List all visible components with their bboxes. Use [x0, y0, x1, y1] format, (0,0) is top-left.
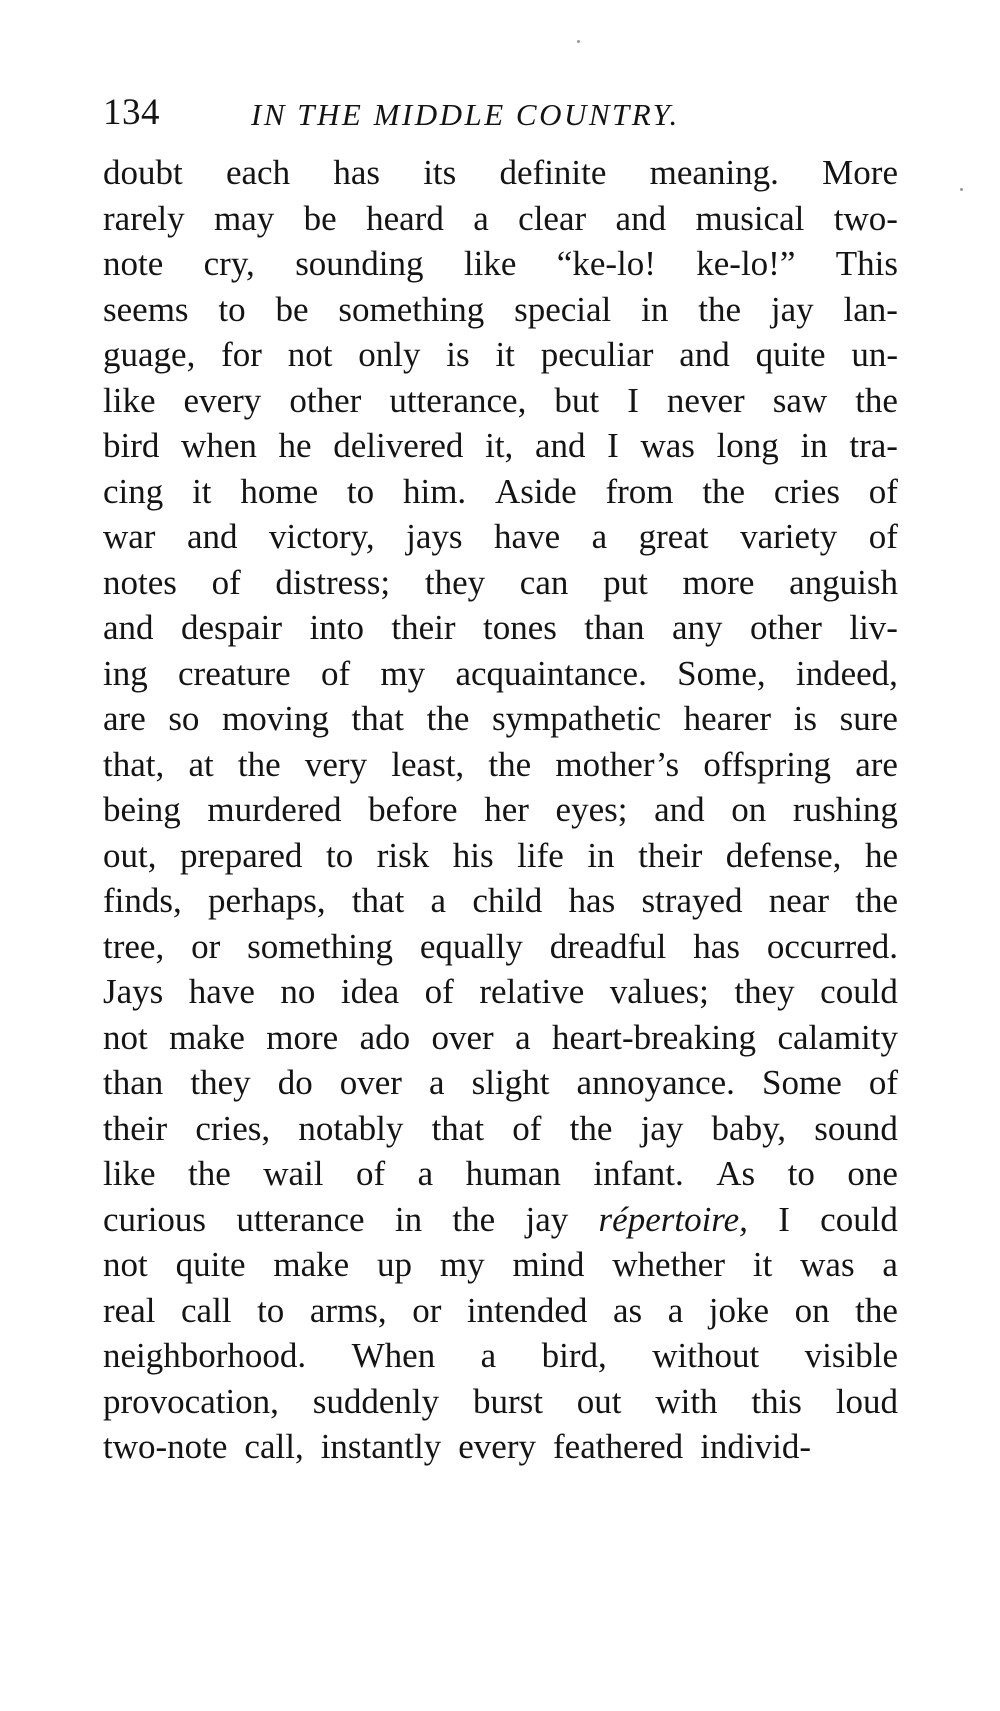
- word: liv-: [849, 608, 898, 647]
- word: tones: [482, 608, 557, 647]
- word: dreadful: [549, 926, 667, 966]
- word: long: [716, 426, 779, 465]
- word: cing: [103, 471, 164, 511]
- word: baby,: [711, 1108, 787, 1148]
- word: saw: [772, 380, 828, 420]
- word: special: [514, 289, 612, 329]
- word: a: [473, 198, 489, 238]
- word: instantly: [320, 1427, 442, 1466]
- word: indeed,: [795, 653, 898, 693]
- word: the: [702, 471, 746, 511]
- word: least,: [391, 744, 465, 784]
- word: and: [534, 426, 586, 465]
- word: it: [752, 1245, 773, 1284]
- text-line: [103, 1015, 898, 1061]
- word: perhaps,: [207, 881, 326, 920]
- word: home: [240, 471, 319, 511]
- word: more: [266, 1017, 339, 1057]
- word: whether: [612, 1245, 725, 1284]
- word: a: [429, 1063, 445, 1102]
- word: in: [800, 426, 828, 465]
- word: sound: [814, 1108, 898, 1148]
- word: it: [192, 471, 212, 511]
- word: make: [169, 1017, 245, 1057]
- word: risk: [376, 835, 430, 875]
- text-line: [103, 1197, 898, 1243]
- word: with: [655, 1381, 718, 1421]
- text-line: [103, 833, 898, 879]
- word: it,: [485, 426, 514, 465]
- word: doubt: [103, 153, 183, 192]
- word: or: [191, 926, 221, 966]
- word: Jays: [103, 972, 164, 1011]
- word: the: [855, 380, 898, 420]
- word: More: [822, 153, 898, 192]
- word: never: [666, 380, 745, 420]
- word: every: [458, 1427, 536, 1466]
- word: equally: [419, 926, 523, 966]
- word: every: [183, 380, 262, 420]
- word: call,: [244, 1427, 304, 1466]
- word: so: [168, 699, 200, 738]
- word: this: [751, 1381, 802, 1421]
- word: more: [682, 562, 755, 602]
- word: being: [103, 790, 181, 829]
- word: real: [103, 1290, 156, 1330]
- word: and: [679, 335, 730, 374]
- word: musical: [695, 198, 805, 238]
- text-line: [103, 1060, 898, 1106]
- word: its: [423, 153, 457, 192]
- word: for: [221, 335, 262, 374]
- word: a: [882, 1245, 898, 1284]
- text-line: [103, 651, 898, 697]
- word: curious: [103, 1199, 207, 1239]
- word: definite: [499, 153, 607, 192]
- word: When: [351, 1336, 436, 1375]
- word: each: [225, 153, 291, 192]
- word: heard: [366, 198, 444, 238]
- word: I: [627, 380, 639, 420]
- word: quite: [755, 335, 826, 374]
- word: other: [289, 380, 362, 420]
- word: distress;: [275, 562, 391, 602]
- word: sure: [839, 699, 898, 738]
- word: a: [417, 1154, 434, 1193]
- word: war: [103, 517, 156, 556]
- word: he: [278, 426, 312, 465]
- word: the: [187, 1154, 231, 1193]
- text-line: [103, 423, 898, 469]
- word: intended: [466, 1290, 588, 1330]
- word: eyes;: [555, 790, 628, 829]
- word: out: [576, 1381, 622, 1421]
- text-line: [103, 1333, 898, 1379]
- word: that: [431, 1108, 485, 1148]
- word: a: [515, 1017, 531, 1057]
- word: something: [338, 289, 485, 329]
- word: can: [519, 562, 569, 602]
- word: I: [778, 1199, 790, 1239]
- word: joke: [708, 1290, 770, 1330]
- word: not: [103, 1017, 148, 1057]
- word: he: [864, 835, 898, 875]
- word: a: [667, 1290, 684, 1330]
- word: quite: [175, 1245, 246, 1284]
- word: life: [517, 835, 564, 875]
- text-line: [103, 787, 898, 833]
- word: cries: [773, 471, 840, 511]
- word: of: [512, 1108, 542, 1148]
- word: to: [218, 289, 246, 329]
- word: jay: [525, 1199, 569, 1239]
- word: to: [346, 471, 375, 511]
- word: “ke-lo!: [556, 244, 656, 283]
- word: utterance: [236, 1199, 365, 1239]
- word: mother’s: [555, 744, 680, 784]
- paper-speck: [577, 40, 580, 43]
- word: has: [568, 881, 616, 920]
- word: do: [277, 1063, 313, 1102]
- word: slight: [471, 1063, 550, 1102]
- word: on: [731, 790, 767, 829]
- word: like: [103, 1154, 156, 1193]
- word: tree,: [103, 926, 165, 966]
- word: him.: [402, 471, 467, 511]
- word: before: [368, 790, 458, 829]
- page-header: [103, 88, 903, 138]
- text-line: [103, 1424, 898, 1470]
- word: has: [693, 926, 740, 966]
- word: or: [412, 1290, 442, 1330]
- word: but: [554, 380, 600, 420]
- word: could: [820, 1199, 898, 1239]
- text-line: [103, 924, 898, 970]
- word: up: [377, 1245, 413, 1284]
- text-line: [103, 696, 898, 742]
- word: great: [638, 517, 709, 556]
- word: a: [591, 517, 608, 556]
- word: over: [431, 1017, 494, 1057]
- word: calamity: [777, 1017, 898, 1057]
- word: two-note: [103, 1427, 228, 1466]
- word: visible: [804, 1336, 898, 1375]
- word: the: [488, 744, 532, 784]
- word: the: [698, 289, 741, 329]
- word: they: [424, 562, 486, 602]
- word: sympathetic: [491, 699, 662, 738]
- word: anguish: [789, 562, 898, 602]
- word: in: [394, 1199, 423, 1239]
- text-line: [103, 742, 898, 788]
- word: of: [868, 1063, 898, 1102]
- word: and: [103, 608, 154, 647]
- word: of: [868, 517, 898, 556]
- word: is: [793, 699, 818, 738]
- word: of: [424, 972, 454, 1011]
- text-line: [103, 332, 898, 378]
- word: the: [855, 1290, 898, 1330]
- word: to: [257, 1290, 285, 1330]
- word: wail: [263, 1154, 324, 1193]
- word: are: [103, 699, 146, 738]
- word: values;: [609, 972, 709, 1011]
- word: individ-: [700, 1427, 812, 1466]
- text-line: [103, 469, 898, 515]
- word: rushing: [792, 790, 898, 829]
- word: bird: [103, 426, 160, 465]
- word: their: [391, 608, 456, 647]
- word: call: [181, 1290, 232, 1330]
- word: of: [355, 1154, 386, 1193]
- word: un-: [851, 335, 898, 374]
- word: répertoire,: [598, 1199, 748, 1239]
- word: put: [603, 562, 648, 602]
- word: child: [472, 881, 543, 920]
- word: something: [247, 926, 393, 966]
- text-line: [103, 1379, 898, 1425]
- word: to: [325, 835, 354, 875]
- word: the: [855, 881, 898, 920]
- word: prepared: [180, 835, 303, 875]
- word: have: [188, 972, 255, 1011]
- running-head: IN THE MIDDLE COUNTRY.: [251, 97, 680, 132]
- word: notably: [298, 1108, 404, 1148]
- word: their: [638, 835, 703, 875]
- word: have: [494, 517, 561, 556]
- word: her: [484, 790, 529, 829]
- word: they: [734, 972, 795, 1011]
- word: one: [847, 1154, 898, 1193]
- word: are: [855, 744, 898, 784]
- word: no: [280, 972, 316, 1011]
- word: over: [339, 1063, 402, 1102]
- word: Some,: [677, 653, 766, 693]
- word: be: [303, 198, 337, 238]
- word: any: [672, 608, 723, 647]
- word: despair: [180, 608, 283, 647]
- word: and: [654, 790, 705, 829]
- word: arms,: [309, 1290, 387, 1330]
- word: that: [351, 881, 405, 920]
- text-line: [103, 241, 898, 287]
- word: the: [569, 1108, 613, 1148]
- word: peculiar: [540, 335, 654, 374]
- text-line: [103, 1151, 898, 1197]
- word: like: [463, 244, 517, 283]
- word: that: [351, 699, 405, 738]
- word: other: [749, 608, 822, 647]
- word: As: [716, 1154, 756, 1193]
- word: very: [304, 744, 368, 784]
- text-line: [103, 560, 898, 606]
- word: relative: [479, 972, 585, 1011]
- word: in: [641, 289, 669, 329]
- word: it: [495, 335, 515, 374]
- word: in: [587, 835, 615, 875]
- word: cry,: [203, 244, 255, 283]
- word: infant.: [593, 1154, 684, 1193]
- word: of: [320, 653, 351, 693]
- word: creature: [178, 653, 291, 693]
- text-line: [103, 1288, 898, 1334]
- word: This: [835, 244, 898, 283]
- word: notes: [103, 562, 177, 602]
- word: annoyance.: [576, 1063, 735, 1102]
- text-line: [103, 514, 898, 560]
- word: as: [612, 1290, 643, 1330]
- word: could: [820, 972, 898, 1011]
- word: utterance,: [389, 380, 527, 420]
- word: note: [103, 244, 164, 283]
- word: Some: [762, 1063, 842, 1102]
- word: burst: [472, 1381, 543, 1421]
- word: moving: [222, 699, 329, 738]
- word: my: [439, 1245, 485, 1284]
- word: and: [186, 517, 238, 556]
- word: his: [452, 835, 494, 875]
- word: be: [275, 289, 309, 329]
- paper-speck: [960, 188, 963, 191]
- word: jay: [770, 289, 814, 329]
- word: variety: [740, 517, 838, 556]
- word: meaning.: [649, 153, 779, 192]
- word: delivered: [333, 426, 464, 465]
- word: loud: [835, 1381, 898, 1421]
- body-text: [103, 150, 898, 1470]
- text-line: [103, 969, 898, 1015]
- word: neighborhood.: [103, 1336, 307, 1375]
- word: ado: [359, 1017, 411, 1057]
- page-number: 134: [103, 92, 160, 133]
- text-line: [103, 150, 898, 196]
- word: the: [452, 1199, 496, 1239]
- word: provocation,: [103, 1381, 279, 1421]
- word: finds,: [103, 881, 182, 920]
- word: than: [584, 608, 645, 647]
- word: not: [103, 1245, 148, 1284]
- word: on: [794, 1290, 830, 1330]
- word: to: [787, 1154, 815, 1193]
- word: my: [380, 653, 426, 693]
- word: near: [768, 881, 829, 920]
- word: ing: [103, 653, 148, 693]
- text-line: [103, 196, 898, 242]
- text-line: [103, 878, 898, 924]
- word: acquaintance.: [455, 653, 647, 693]
- word: cries,: [195, 1108, 271, 1148]
- word: the: [237, 744, 281, 784]
- word: clear: [518, 198, 587, 238]
- word: make: [273, 1245, 350, 1284]
- word: victory,: [269, 517, 375, 556]
- word: a: [480, 1336, 497, 1375]
- word: without: [652, 1336, 760, 1375]
- text-line: [103, 378, 898, 424]
- word: may: [214, 198, 275, 238]
- word: not: [287, 335, 333, 374]
- word: offspring: [703, 744, 832, 784]
- word: when: [181, 426, 257, 465]
- word: defense,: [725, 835, 842, 875]
- text-line: [103, 1106, 898, 1152]
- word: sounding: [295, 244, 424, 283]
- word: suddenly: [312, 1381, 440, 1421]
- word: bird,: [541, 1336, 607, 1375]
- word: jay: [640, 1108, 684, 1148]
- word: two-: [833, 198, 898, 238]
- word: hearer: [683, 699, 772, 738]
- word: heart-breaking: [552, 1017, 757, 1057]
- word: I: [607, 426, 619, 465]
- word: seems: [103, 289, 189, 329]
- text-line: [103, 287, 898, 333]
- word: idea: [340, 972, 400, 1011]
- word: that,: [103, 744, 165, 784]
- word: has: [333, 153, 380, 192]
- word: out,: [103, 835, 157, 875]
- word: guage,: [103, 335, 196, 374]
- word: only: [358, 335, 421, 374]
- word: rarely: [103, 198, 185, 238]
- word: mind: [512, 1245, 585, 1284]
- word: from: [605, 471, 674, 511]
- word: their: [103, 1108, 168, 1148]
- word: murdered: [207, 790, 342, 829]
- word: was: [800, 1245, 855, 1284]
- word: tra-: [849, 426, 898, 465]
- text-line: [103, 1242, 898, 1288]
- word: the: [426, 699, 470, 738]
- text-line: [103, 605, 898, 651]
- word: like: [103, 380, 156, 420]
- word: occurred.: [766, 926, 898, 966]
- word: into: [309, 608, 364, 647]
- word: lan-: [843, 289, 898, 329]
- word: and: [615, 198, 667, 238]
- word: ke-lo!”: [696, 244, 796, 283]
- word: jays: [406, 517, 463, 556]
- word: at: [188, 744, 214, 784]
- word: human: [465, 1154, 561, 1193]
- word: than: [103, 1063, 164, 1102]
- word: feathered: [553, 1427, 684, 1466]
- word: strayed: [641, 881, 743, 920]
- word: of: [868, 471, 898, 511]
- word: a: [430, 881, 447, 920]
- word: is: [446, 335, 470, 374]
- word: they: [190, 1063, 251, 1102]
- word: Aside: [494, 471, 577, 511]
- word: was: [640, 426, 695, 465]
- word: of: [211, 562, 241, 602]
